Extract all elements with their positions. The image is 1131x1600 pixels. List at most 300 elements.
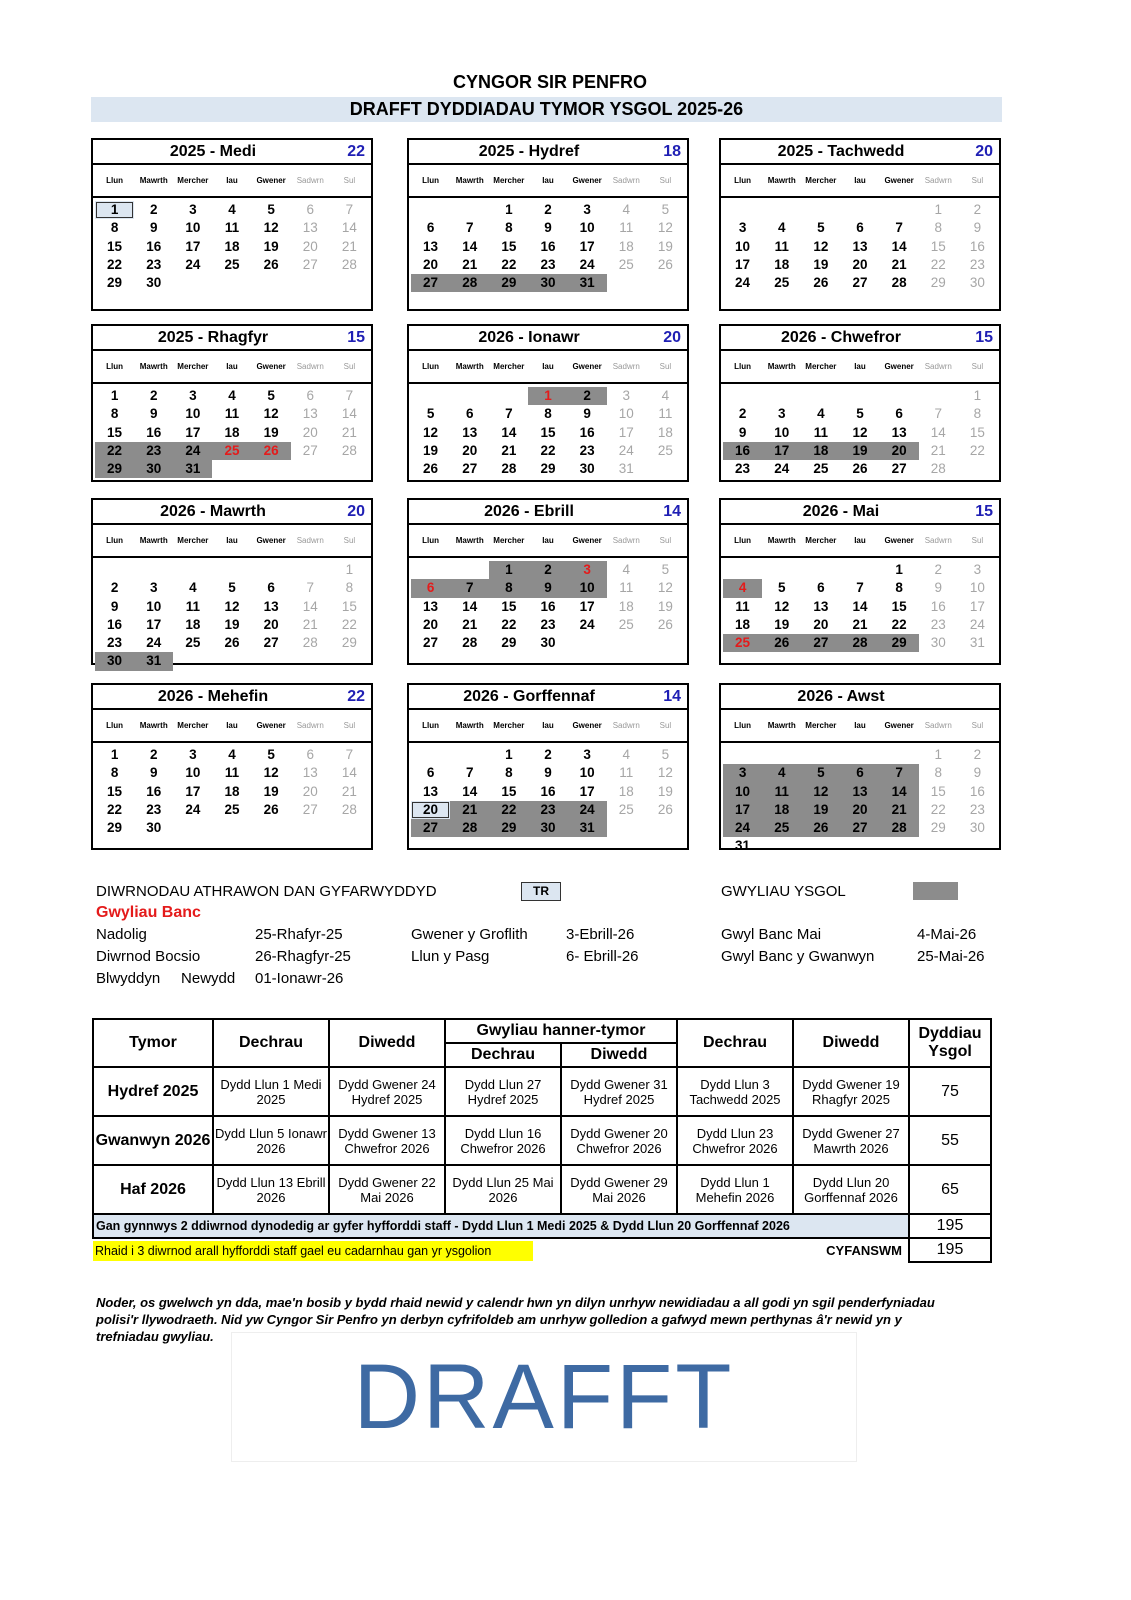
calendar-day: 6 [411,579,450,597]
calendar-day: 27 [840,819,879,837]
calendar-day: 13 [423,238,439,254]
calendar-day: 15 [107,424,123,440]
calendar-day: 28 [450,274,489,292]
calendar-day: 25 [185,635,201,651]
calendar-day: 29 [501,635,517,651]
calendar-day: 4 [777,220,786,236]
weekday-header [93,710,371,743]
calendar-day: 19 [801,801,840,819]
weekday-label: Sadwrn [296,721,324,730]
calendar-day: 2 [973,747,982,762]
calendar-day: 28 [341,256,357,272]
term-cell: Dydd Gwener 24 Hydref 2025 [329,1067,445,1116]
calendar-day: 20 [840,801,879,819]
calendar-day: 28 [501,461,517,477]
weekday-label: Sul [659,536,672,545]
calendar-day: 23 [579,442,595,458]
calendar-day: 25 [618,616,634,632]
calendar-day: 13 [263,598,279,614]
weekday-label: Sul [343,176,356,185]
bank-date: 6- Ebrill-26 [566,948,639,965]
term-cell: Dydd Llun 3 Tachwedd 2025 [677,1067,793,1116]
weekday-label: Llun [734,721,752,730]
term-cell: Dydd Gwener 20 Chwefror 2026 [561,1116,677,1165]
bank-name: Nadolig [96,926,147,943]
calendar-day: 3 [583,747,591,762]
calendar-day: 18 [762,801,801,819]
calendar-day: 7 [345,747,354,762]
calendar-day: 25 [657,442,673,458]
calendar-day: 14 [462,238,478,254]
month-calendar [91,324,373,482]
calendar-day: 26 [852,461,868,477]
calendar-day: 29 [95,460,134,478]
calendar-day: 7 [465,220,474,236]
weekday-label: Sadwrn [612,721,640,730]
calendar-day: 29 [341,635,357,651]
term-cell: Dydd Gwener 19 Rhagfyr 2025 [793,1067,909,1116]
weekday-label: Sadwrn [924,536,952,545]
calendar-day: 18 [801,442,840,460]
term-days: 55 [909,1116,991,1165]
weekday-header [93,165,371,198]
calendar-day: 22 [501,616,517,632]
calendar-day: 2 [934,562,943,577]
directed-days-label: DIWRNODAU ATHRAWON DAN GYFARWYDDYD [96,883,437,900]
calendar-day: 15 [891,598,907,614]
calendar-day: 22 [930,256,946,272]
calendar-day: 9 [738,424,747,440]
bank-name: Blwyddyn Newydd [96,970,236,987]
weekday-label: Iau [226,176,238,185]
bank-date: 3-Ebrill-26 [566,926,635,943]
calendar-day: 25 [224,801,240,817]
calendar-day: 5 [267,202,275,217]
calendar-day: 27 [302,256,318,272]
calendar-day: 7 [306,580,315,596]
calendar-day: 11 [762,783,801,801]
calendar-day: 3 [622,388,631,403]
calendar-day: 7 [880,764,919,782]
calendar-day: 6 [426,765,435,781]
calendar-day: 18 [618,783,634,799]
calendar-day: 5 [426,406,435,422]
weekday-label: Gwener [884,176,914,185]
calendar-day: 1 [934,202,943,217]
weekday-label: Llun [106,721,124,730]
calendar-day: 22 [107,801,123,817]
draft-stamp [231,1332,857,1462]
term-name: Hydref 2025 [93,1067,213,1116]
calendar-day: 10 [579,220,595,236]
col-header-half-term: Gwyliau hanner-tymor [445,1019,677,1043]
calendar-day: 30 [930,635,946,651]
calendar-day: 20 [263,616,279,632]
calendar-day: 20 [423,256,439,272]
calendar-day: 14 [302,598,318,614]
calendar-day: 18 [657,424,673,440]
weekday-label: Gwener [256,176,286,185]
calendar-day: 25 [212,442,251,460]
calendar-day: 4 [189,580,197,596]
weekday-label: Sadwrn [924,721,952,730]
calendar-day: 7 [345,388,354,403]
month-name: 2025 - Hydref [478,143,580,160]
calendar-day: 9 [973,220,982,236]
weekday-label: Gwener [572,721,602,730]
calendar-day: 22 [540,442,556,458]
weekday-label: Llun [422,362,440,371]
weekday-label: Llun [734,362,752,371]
month-header [721,685,999,710]
calendar-day: 1 [95,201,134,219]
term-cell: Dydd Llun 5 Ionawr 2026 [213,1116,329,1165]
calendar-day: 27 [411,819,450,837]
calendar-day: 5 [817,220,825,236]
calendar-day: 30 [969,820,985,836]
calendar-day: 19 [657,238,673,254]
calendar-day: 19 [657,783,673,799]
calendar-day: 14 [341,406,357,422]
day-grid [93,198,371,292]
calendar-day: 26 [657,801,673,817]
calendar-day: 26 [263,801,279,817]
calendar-day: 4 [622,202,631,217]
month-school-days: 22 [347,688,365,705]
calendar-day: 5 [661,202,670,217]
month-header [93,140,371,165]
calendar-day: 11 [735,598,750,614]
col-header-term: Tymor [93,1019,213,1067]
calendar-day: 12 [813,238,829,254]
calendar-day: 4 [762,764,801,782]
total-value: 195 [909,1238,991,1262]
calendar-day: 1 [505,747,513,762]
calendar-day: 28 [302,635,318,651]
month-header [721,326,999,351]
calendar-day: 10 [969,580,985,596]
col-header-end: Diwedd [329,1019,445,1067]
calendar-day: 9 [934,580,943,596]
calendar-day: 17 [618,424,634,440]
weekday-label: Mawrth [455,176,484,185]
weekday-label: Mercher [493,362,525,371]
calendar-day: 3 [723,764,762,782]
calendar-day: 22 [891,616,907,632]
calendar-day: 17 [146,616,162,632]
training-note: Gan gynnwys 2 ddiwrnod dynodedig ar gyfer hyfforddi staff - Dydd Llun 1 Medi 2025 & Dydd Llun 20 Gorffennaf 2026 [93,1214,909,1238]
calendar-day: 28 [462,635,478,651]
weekday-label: Sul [971,536,984,545]
calendar-day: 9 [528,579,567,597]
calendar-day: 26 [252,442,291,460]
month-calendar [719,324,1001,482]
weekday-header [721,710,999,743]
month-calendar [91,498,373,669]
weekday-label: Mawrth [767,362,796,371]
calendar-day: 6 [856,220,864,236]
calendar-day: 29 [489,274,528,292]
calendar-day: 21 [450,801,489,819]
month-name: 2026 - Mehefin [157,688,269,705]
calendar-day: 3 [738,220,747,236]
month-name: 2026 - Chwefror [780,329,902,346]
calendar-day: 20 [880,442,919,460]
month-calendar [91,138,373,311]
calendar-day: 24 [735,275,751,291]
calendar-day: 15 [501,238,517,254]
term-cell: Dydd Llun 20 Gorffennaf 2026 [793,1165,909,1214]
month-name: 2025 - Medi [169,143,257,160]
day-grid [721,743,999,856]
calendar-day: 12 [423,424,439,440]
weekday-label: Iau [226,721,238,730]
weekday-header [409,165,687,198]
month-name: 2025 - Rhagfyr [157,329,269,346]
calendar-day: 12 [224,598,240,614]
weekday-label: Mercher [805,362,837,371]
calendar-day: 18 [774,256,790,272]
weekday-label: Gwener [572,536,602,545]
calendar-day: 12 [263,220,279,236]
calendar-day: 27 [302,442,318,458]
month-header [409,326,687,351]
calendar-day: 23 [540,256,556,272]
calendar-day: 2 [149,202,158,217]
calendar-day: 8 [110,406,119,422]
weekday-label: Mercher [177,721,209,730]
school-holidays-label: GWYLIAU YSGOL [721,883,846,900]
calendar-day: 3 [149,580,158,596]
calendar-day: 6 [840,764,879,782]
weekday-header [93,351,371,384]
day-grid [93,558,371,671]
weekday-label: Sul [343,536,356,545]
calendar-day: 31 [134,652,173,670]
weekday-label: Iau [854,536,866,545]
calendar-day: 25 [618,801,634,817]
term-name: Gwanwyn 2026 [93,1116,213,1165]
month-calendar [407,498,689,665]
weekday-label: Mawrth [767,176,796,185]
calendar-day: 18 [224,783,240,799]
month-name: 2026 - Mai [802,503,880,520]
tr-key: TR [521,882,561,901]
calendar-day: 30 [134,460,173,478]
calendar-day: 26 [813,275,829,291]
draft-watermark: DRAFFT [353,1346,735,1448]
month-school-days: 15 [975,503,993,520]
bank-name: Gwyl Banc y Gwanwyn [721,948,875,965]
weekday-label: Gwener [256,362,286,371]
calendar-day: 26 [263,256,279,272]
calendar-day: 15 [501,598,517,614]
calendar-day: 29 [107,820,123,836]
calendar-day: 28 [341,801,357,817]
calendar-day: 13 [891,424,907,440]
col-header-half-end: Diwedd [561,1043,677,1067]
calendar-day: 26 [657,616,673,632]
calendar-day: 17 [579,598,595,614]
calendar-day: 31 [969,635,985,651]
calendar-day: 7 [895,220,903,236]
calendar-day: 24 [579,616,595,632]
calendar-day: 8 [895,580,903,596]
calendar-day: 28 [930,461,946,477]
calendar-day: 9 [973,765,982,781]
calendar-day: 21 [462,256,478,272]
weekday-label: Llun [422,176,440,185]
calendar-day: 14 [341,220,357,236]
calendar-day: 27 [891,461,907,477]
calendar-day: 10 [723,783,762,801]
calendar-day: 11 [619,220,634,236]
calendar-day: 11 [774,238,789,254]
month-school-days: 20 [663,329,681,346]
calendar-day: 21 [341,238,357,254]
weekday-label: Sadwrn [924,362,952,371]
calendar-day: 31 [173,460,212,478]
day-grid [721,198,999,292]
weekday-label: Mercher [805,536,837,545]
calendar-day: 2 [544,747,552,762]
calendar-day: 13 [302,220,318,236]
calendar-day: 6 [306,202,315,217]
calendar-day: 3 [189,202,197,217]
calendar-day: 14 [501,424,517,440]
month-name: 2026 - Awst [797,688,885,705]
weekday-label: Sul [971,362,984,371]
calendar-day: 22 [930,801,946,817]
training-days-total: 195 [909,1214,991,1238]
weekday-label: Mercher [493,176,525,185]
weekday-label: Mawrth [139,536,168,545]
calendar-day: 1 [528,387,567,405]
calendar-day: 17 [579,238,595,254]
calendar-day: 4 [622,562,631,577]
weekday-label: Sul [343,362,356,371]
calendar-day: 10 [579,765,595,781]
month-name: 2025 - Tachwedd [777,143,905,160]
calendar-day: 20 [852,256,868,272]
weekday-header [721,351,999,384]
weekday-label: Llun [106,362,124,371]
calendar-day: 23 [540,616,556,632]
calendar-day: 22 [107,256,123,272]
weekday-label: Sadwrn [296,362,324,371]
calendar-day: 3 [583,202,591,217]
calendar-day: 5 [228,580,236,596]
day-grid [409,558,687,652]
calendar-day: 21 [891,256,907,272]
calendar-day: 14 [341,765,357,781]
calendar-day: 25 [723,634,762,652]
col-header-end-2: Diwedd [793,1019,909,1067]
calendar-day: 10 [185,220,201,236]
calendar-day: 30 [528,274,567,292]
calendar-day: 14 [891,238,907,254]
calendar-day: 8 [110,765,119,781]
calendar-day: 15 [930,783,946,799]
month-header [409,140,687,165]
calendar-day: 10 [185,765,201,781]
weekday-label: Sadwrn [296,536,324,545]
calendar-day: 8 [934,220,943,236]
bank-date: 4-Mai-26 [917,926,977,943]
calendar-day: 5 [801,764,840,782]
month-school-days: 18 [663,143,681,160]
bank-date: 25-Rhafyr-25 [255,926,343,943]
month-header [93,685,371,710]
calendar-day: 26 [657,256,673,272]
calendar-day: 28 [840,634,879,652]
term-cell: Dydd Llun 27 Hydref 2025 [445,1067,561,1116]
calendar-day: 24 [774,461,790,477]
month-calendar [407,324,689,482]
calendar-day: 5 [267,388,275,403]
calendar-day: 22 [501,256,517,272]
calendar-day: 24 [146,635,162,651]
calendar-day: 20 [302,424,318,440]
weekday-label: Mercher [493,721,525,730]
calendar-day: 2 [738,406,747,422]
calendar-day: 4 [817,406,825,422]
col-header-start-2: Dechrau [677,1019,793,1067]
calendar-day: 24 [618,442,634,458]
calendar-day: 16 [579,424,595,440]
calendar-day: 30 [969,275,985,291]
calendar-day: 23 [528,801,567,819]
term-cell: Dydd Gwener 31 Hydref 2025 [561,1067,677,1116]
calendar-day: 12 [263,765,279,781]
calendar-day: 28 [880,819,919,837]
calendar-day: 17 [723,801,762,819]
calendar-day: 13 [462,424,478,440]
weekday-label: Mercher [177,536,209,545]
calendar-day: 7 [934,406,943,422]
calendar-day: 26 [801,819,840,837]
term-cell: Dydd Gwener 29 Mai 2026 [561,1165,677,1214]
calendar-day: 18 [618,238,634,254]
weekday-label: Mercher [805,721,837,730]
weekday-label: Iau [854,176,866,185]
total-label: CYFANSWM [826,1243,902,1258]
calendar-day: 18 [618,598,634,614]
term-days: 65 [909,1165,991,1214]
calendar-day: 20 [411,801,450,819]
calendar-day: 7 [856,580,864,596]
calendar-day: 2 [528,561,567,579]
term-cell: Dydd Llun 1 Medi 2025 [213,1067,329,1116]
calendar-day: 12 [852,424,868,440]
weekday-label: Gwener [256,721,286,730]
calendar-day: 24 [185,256,201,272]
weekday-label: Mawrth [139,721,168,730]
month-name: 2026 - Mawrth [160,503,266,520]
calendar-day: 5 [661,562,670,577]
calendar-day: 21 [852,616,868,632]
calendar-day: 21 [501,442,517,458]
calendar-day: 2 [973,202,982,217]
calendar-day: 6 [465,406,474,422]
month-school-days: 14 [663,503,681,520]
calendar-day: 28 [341,442,357,458]
day-grid [409,743,687,837]
calendar-day: 6 [267,580,275,596]
calendar-day: 30 [95,652,134,670]
calendar-day: 12 [801,783,840,801]
weekday-label: Mawrth [455,721,484,730]
